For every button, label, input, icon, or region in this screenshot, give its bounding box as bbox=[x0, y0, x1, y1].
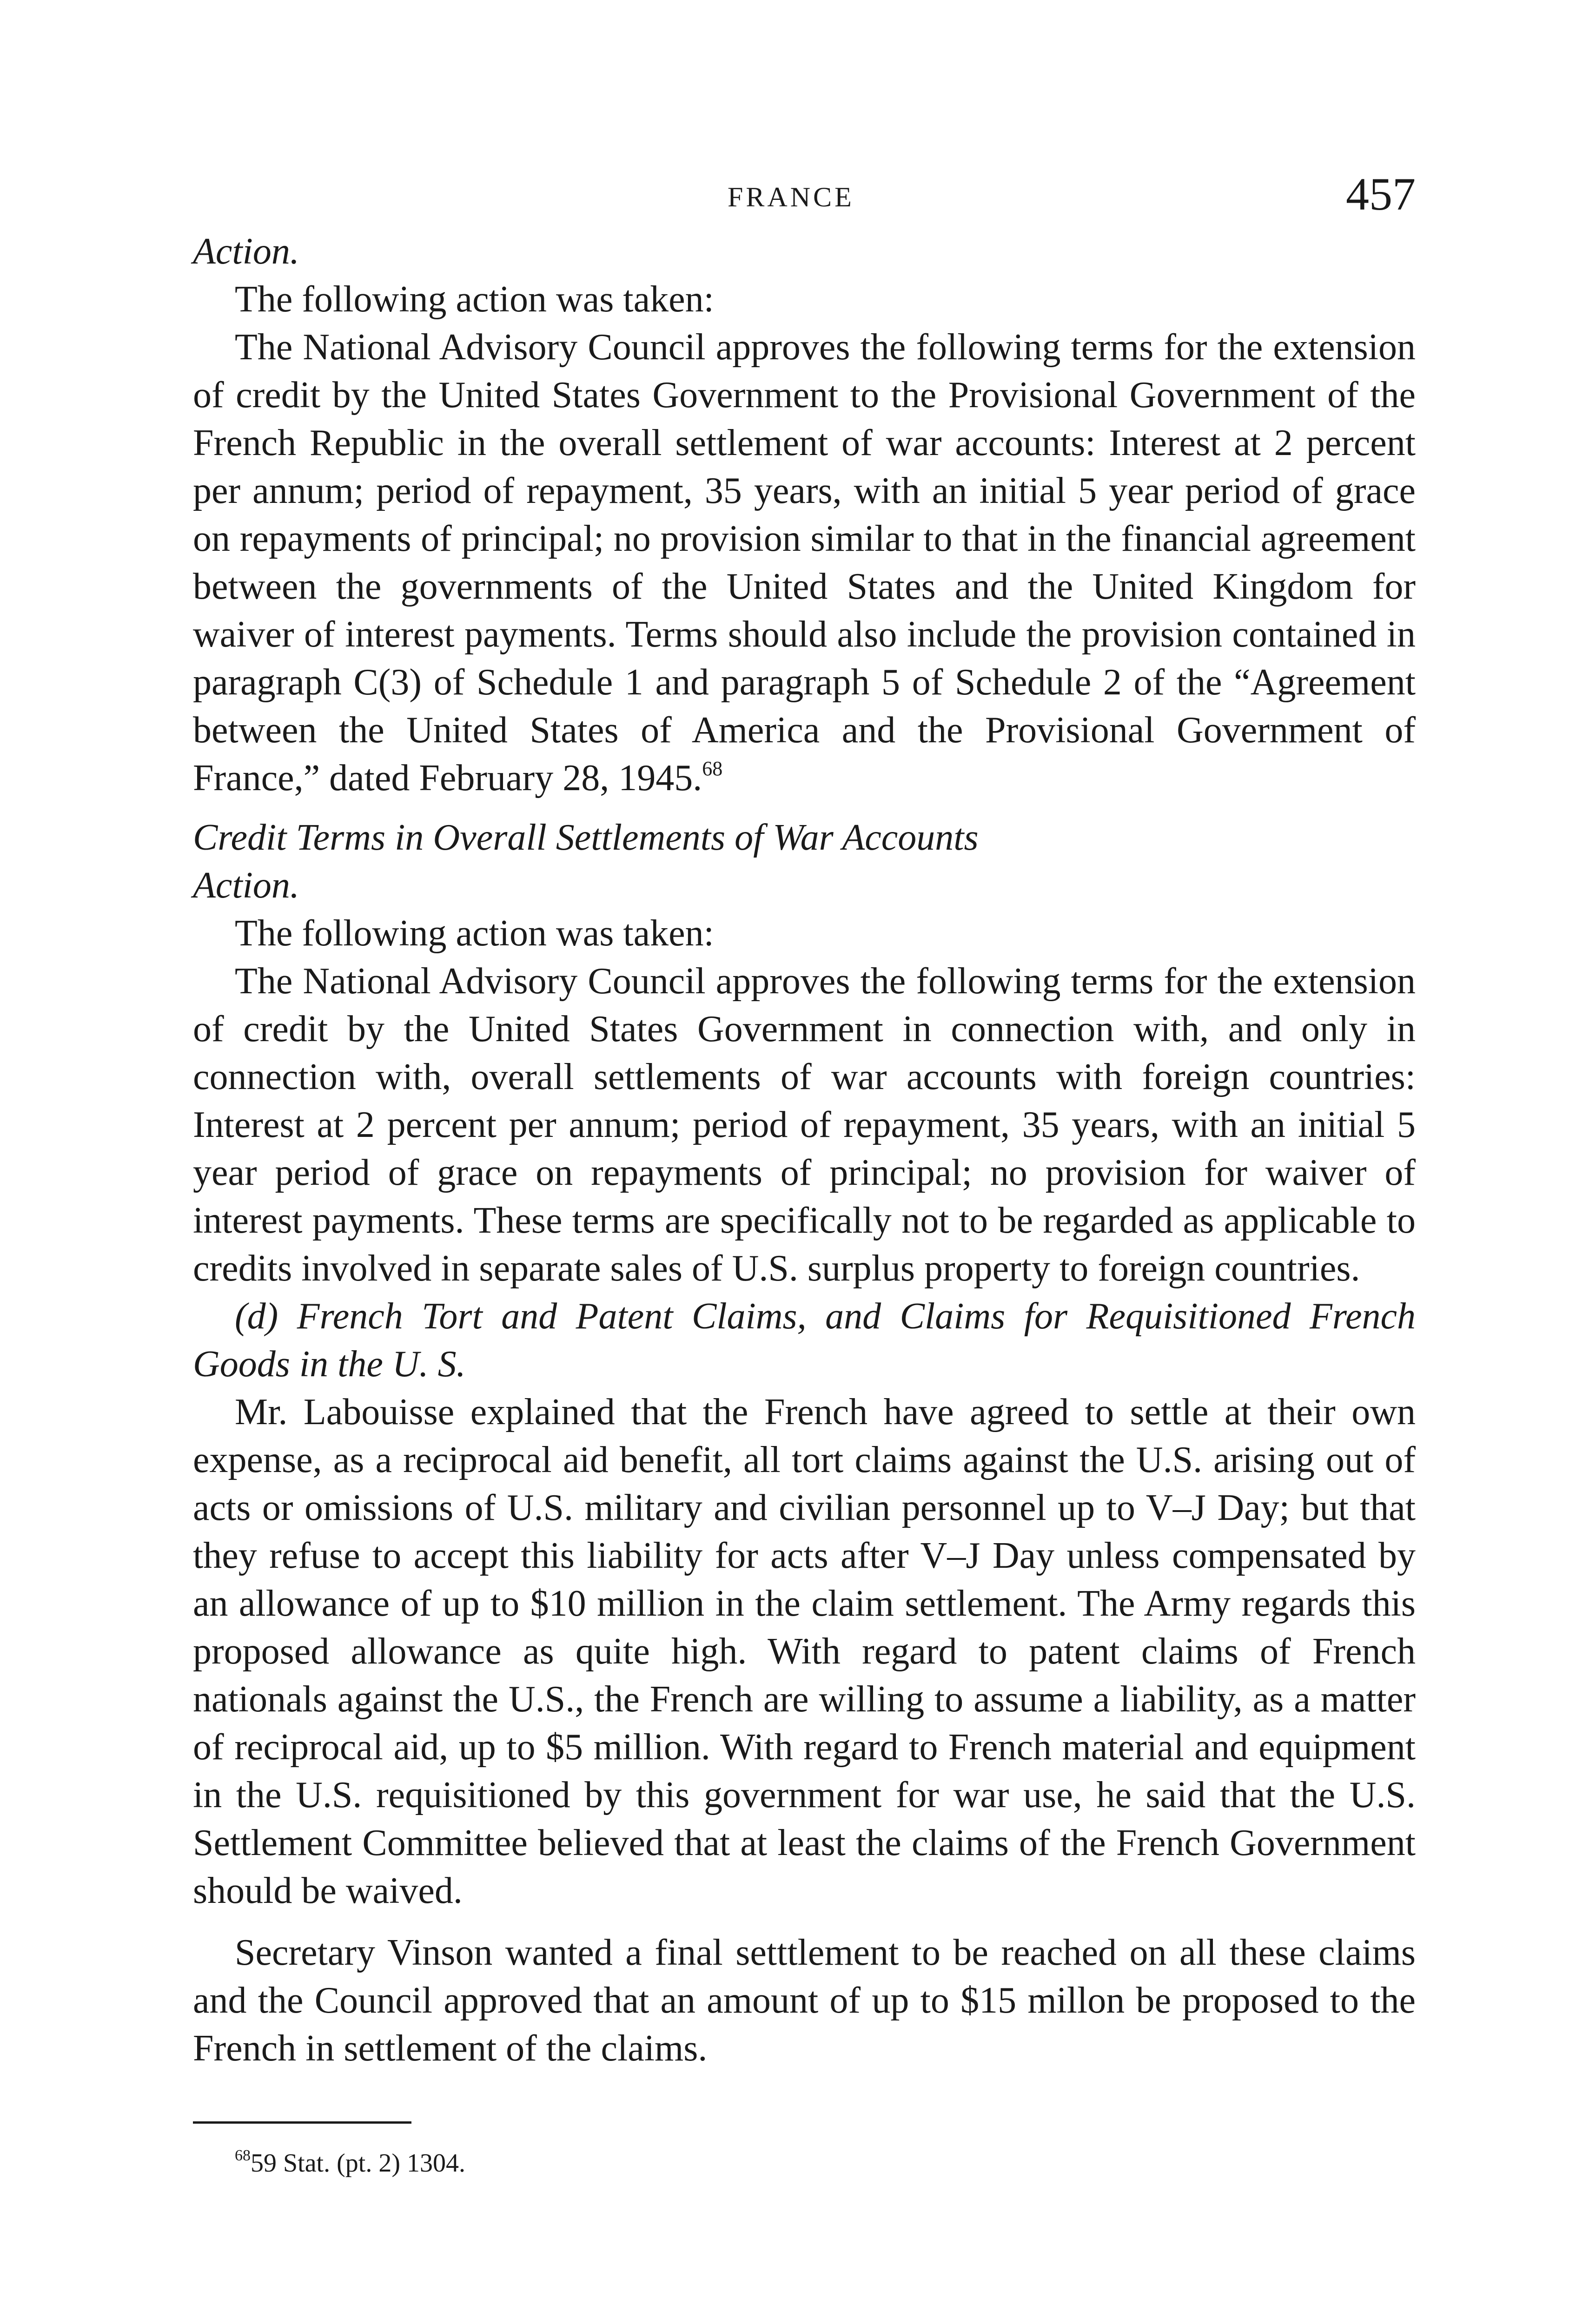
subsection-letter: (d) bbox=[235, 1296, 278, 1337]
footnote-text: 59 Stat. (pt. 2) 1304. bbox=[251, 2149, 465, 2178]
paragraph-labouisse: Mr. Labouisse explained that the French have agreed to settle at their own expense, as a reciprocal aid benefit, all tort claims against the U.S. arising out of acts or omissions of U.S. military and civilian personnel up to V–J Day; but that they refuse to accept this liability for acts after V–J Day unless compensated by an allowance of up to $10 million in the claim settlement. The Army regards this proposed allowance as quite high. With regard to patent claims of French nationals against the U.S., the French are willing to assume a liability, as a matter of reciprocal aid, up to $5 million. With regard to French material and equipment in the U.S. requisitioned by this government for war use, he said that the U.S. Settlement Committee believed that at least the claims of the French Government should be waived. bbox=[193, 1392, 1416, 1911]
section-heading: Credit Terms in Overall Settlements of War Accounts bbox=[193, 817, 979, 858]
action-label: Action. bbox=[193, 231, 299, 272]
action-body-text: The National Advisory Council approves the following terms for the extension of credit by the United States Government to the Provisional Government of the French Republic in the overall settlement of war accounts: Interest at 2 percent per annum; period of repayment, 35 years, with an initial 5 year period of grace on repayments of principal; no provision similar to that in the financial agreement between the governments of the United States and the United Kingdom for waiver of interest payments. Terms should also include the provision contained in paragraph C(3) of Schedule 1 and paragraph 5 of Schedule 2 of the “Agreement between the United States of America and the Provisional Government of France,” dated February 28, 1945. bbox=[193, 327, 1416, 799]
action-body-2: The National Advisory Council approves the following terms for the extension of credit by the United States Government in connection with, and only in connection with, overall settlements of war accounts with foreign countries: Interest at 2 percent per annum; period of repayment, 35 years, with an initial 5 year period of grace on repayments of principal; no provision for waiver of interest payments. These terms are specifically not to be regarded as applicable to credits involved in separate sales of U.S. surplus property to foreign countries. bbox=[193, 961, 1416, 1289]
page-number: 457 bbox=[1346, 168, 1416, 220]
subsection-heading bbox=[193, 1293, 1416, 1388]
footnote-ref[interactable]: 68 bbox=[702, 757, 723, 780]
running-title: FRANCE bbox=[728, 182, 854, 212]
paragraph-vinson: Secretary Vinson wanted a final setttlement to be reached on all these claims and the Council approved that an amount of up to $15 millon be proposed to the French in settlement of the claims. bbox=[193, 1932, 1416, 2069]
running-head bbox=[193, 158, 1416, 228]
footnote-marker: 68 bbox=[235, 2147, 251, 2164]
document-page bbox=[193, 158, 1416, 2179]
action-intro: The following action was taken: bbox=[235, 279, 714, 320]
footnote-divider bbox=[193, 2121, 411, 2124]
action-body bbox=[193, 324, 1416, 802]
action-intro-2: The following action was taken: bbox=[235, 913, 714, 954]
subsection-title: French Tort and Patent Claims, and Claims for Requisitioned French Goods in the U. S. bbox=[193, 1296, 1416, 1385]
footnote bbox=[235, 2147, 1416, 2179]
action-label-2: Action. bbox=[193, 865, 299, 906]
